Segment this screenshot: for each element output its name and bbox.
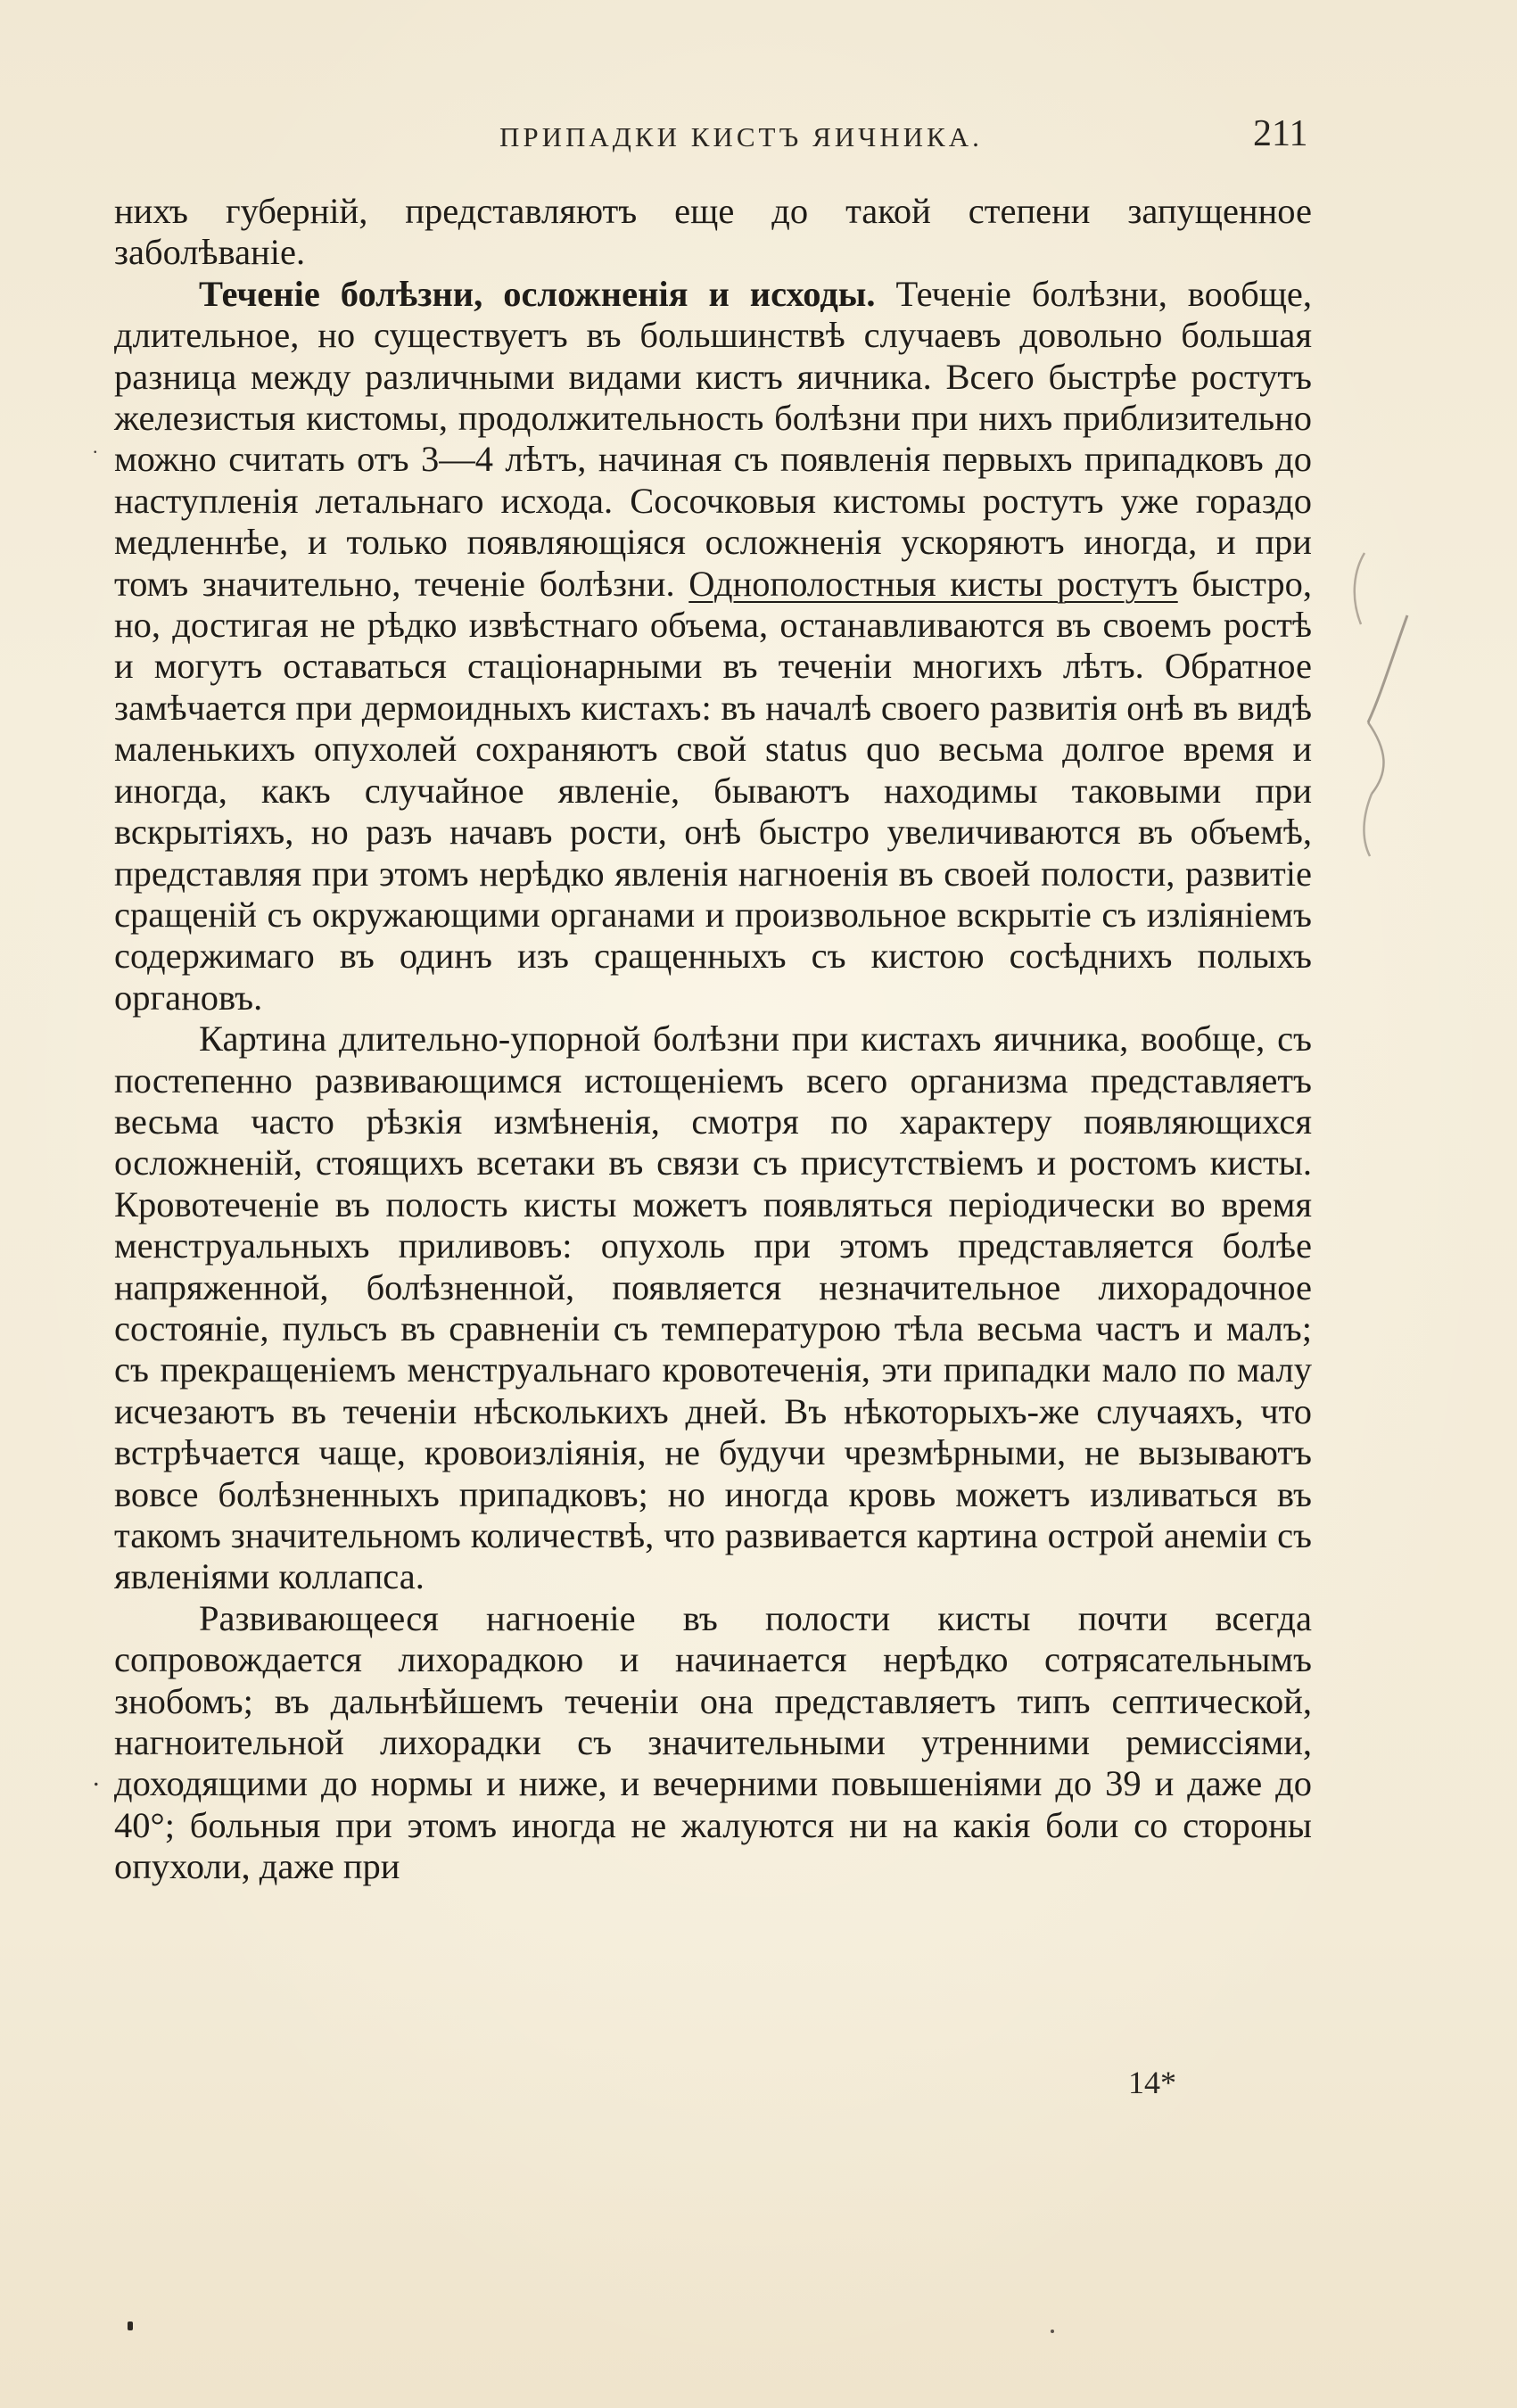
paragraph-2: [114, 274, 1312, 1018]
page-number: 211: [1253, 113, 1308, 154]
running-head: ПРИПАДКИ КИСТЪ ЯИЧНИКА.: [499, 121, 983, 153]
ink-speck: [1051, 2330, 1054, 2333]
main-text: [114, 191, 1312, 1888]
paragraph-2-text-b: быстро, но, достигая не рѣдко извѣстнаго объема, останавливаются въ своемъ ростѣ и могутъ оставаться стаціонарными въ теченіи многихъ лѣтъ. Обратное замѣчается при дермоидныхъ кистахъ: въ началѣ своего развитія онѣ въ видѣ маленькихъ опухолей сохраняютъ свой status quo весьма долгое время и иногда, какъ случайное явленіе, бываютъ находимы таковыми при вскрытіяхъ, но разъ начавъ рости, онѣ быстро увеличиваются въ объемѣ, представляя при этомъ нерѣдко явленія нагноенія въ своей полости, развитіе сращеній съ окружающими органами и произвольное вскрытіе съ изліяніемъ содержимаго въ одинъ изъ сращенныхъ съ кистою сосѣднихъ полыхъ органовъ.: [114, 563, 1312, 1018]
paragraph-2-text-a: Теченіе болѣзни, вообще, длительное, но существуетъ въ большинствѣ случаевъ довольно большая разница между различными видами кистъ яичника. Всего быстрѣе ростутъ железистыя кистомы, продолжительность болѣзни при нихъ приблизительно можно считать отъ 3—4 лѣтъ, начиная съ появленія первыхъ припадковъ до наступленія летальнаго исхода. Сосочковыя кистомы ростутъ уже гораздо медленнѣе, и только появляющіяся осложненія ускоряютъ иногда, и при томъ значительно, теченіе болѣзни.: [114, 273, 1312, 604]
paragraph-3: Картина длительно-упорной болѣзни при кистахъ яичника, вообще, съ постепенно развивающимся истощеніемъ всего организма представляетъ весьма часто рѣзкія измѣненія, смотря по характеру появляющихся осложненій, стоящихъ всетаки въ связи съ присутствіемъ и ростомъ кисты. Кровотеченіе въ полость кисты можетъ появляться періодически во время менструальныхъ приливовъ: опухоль при этомъ представляется болѣе напряженной, болѣзненной, появляется незначительное лихорадочное состояніе, пульсъ въ сравненіи съ температурою тѣла весьма частъ и малъ; съ прекращеніемъ менструальнаго кровотеченія, эти припадки мало по малу исчезаютъ въ теченіи нѣсколькихъ дней. Въ нѣкоторыхъ-же случаяхъ, что встрѣчается чаще, кровоизліянія, не будучи чрезмѣрными, не вызываютъ вовсе болѣзненныхъ припадковъ; но иногда кровь можетъ изливаться въ такомъ значительномъ количествѣ, что развивается картина острой анеміи съ явленіями коллапса.: [114, 1018, 1312, 1597]
underlined-phrase: Однополостныя кисты ростутъ: [688, 563, 1178, 604]
margin-dot-mark: .: [93, 1762, 100, 1792]
paragraph-1: нихъ губерній, представляютъ еще до такой степени запущенное заболѣваніе.: [114, 191, 1312, 273]
section-heading: Теченіе болѣзни, осложненія и исходы.: [199, 273, 876, 314]
margin-dot-mark: .: [93, 435, 98, 458]
margin-pencil-marks: [1338, 535, 1463, 874]
paragraph-4: Развивающееся нагноеніе въ полости кисты почти всегда сопровождается лихорадкою и начинается нерѣдко сотрясательнымъ знобомъ; въ дальнѣйшемъ теченіи она представляетъ типъ септической, нагноительной лихорадки съ значительными утренними ремиссіями, доходящими до нормы и ниже, и вечерними повышеніями до 39 и даже до 40°; больныя при этомъ иногда не жалуются ни на какія боли со стороны опухоли, даже при: [114, 1597, 1312, 1887]
ink-speck: [128, 2321, 133, 2330]
signature-mark: 14*: [1128, 2065, 1176, 2100]
